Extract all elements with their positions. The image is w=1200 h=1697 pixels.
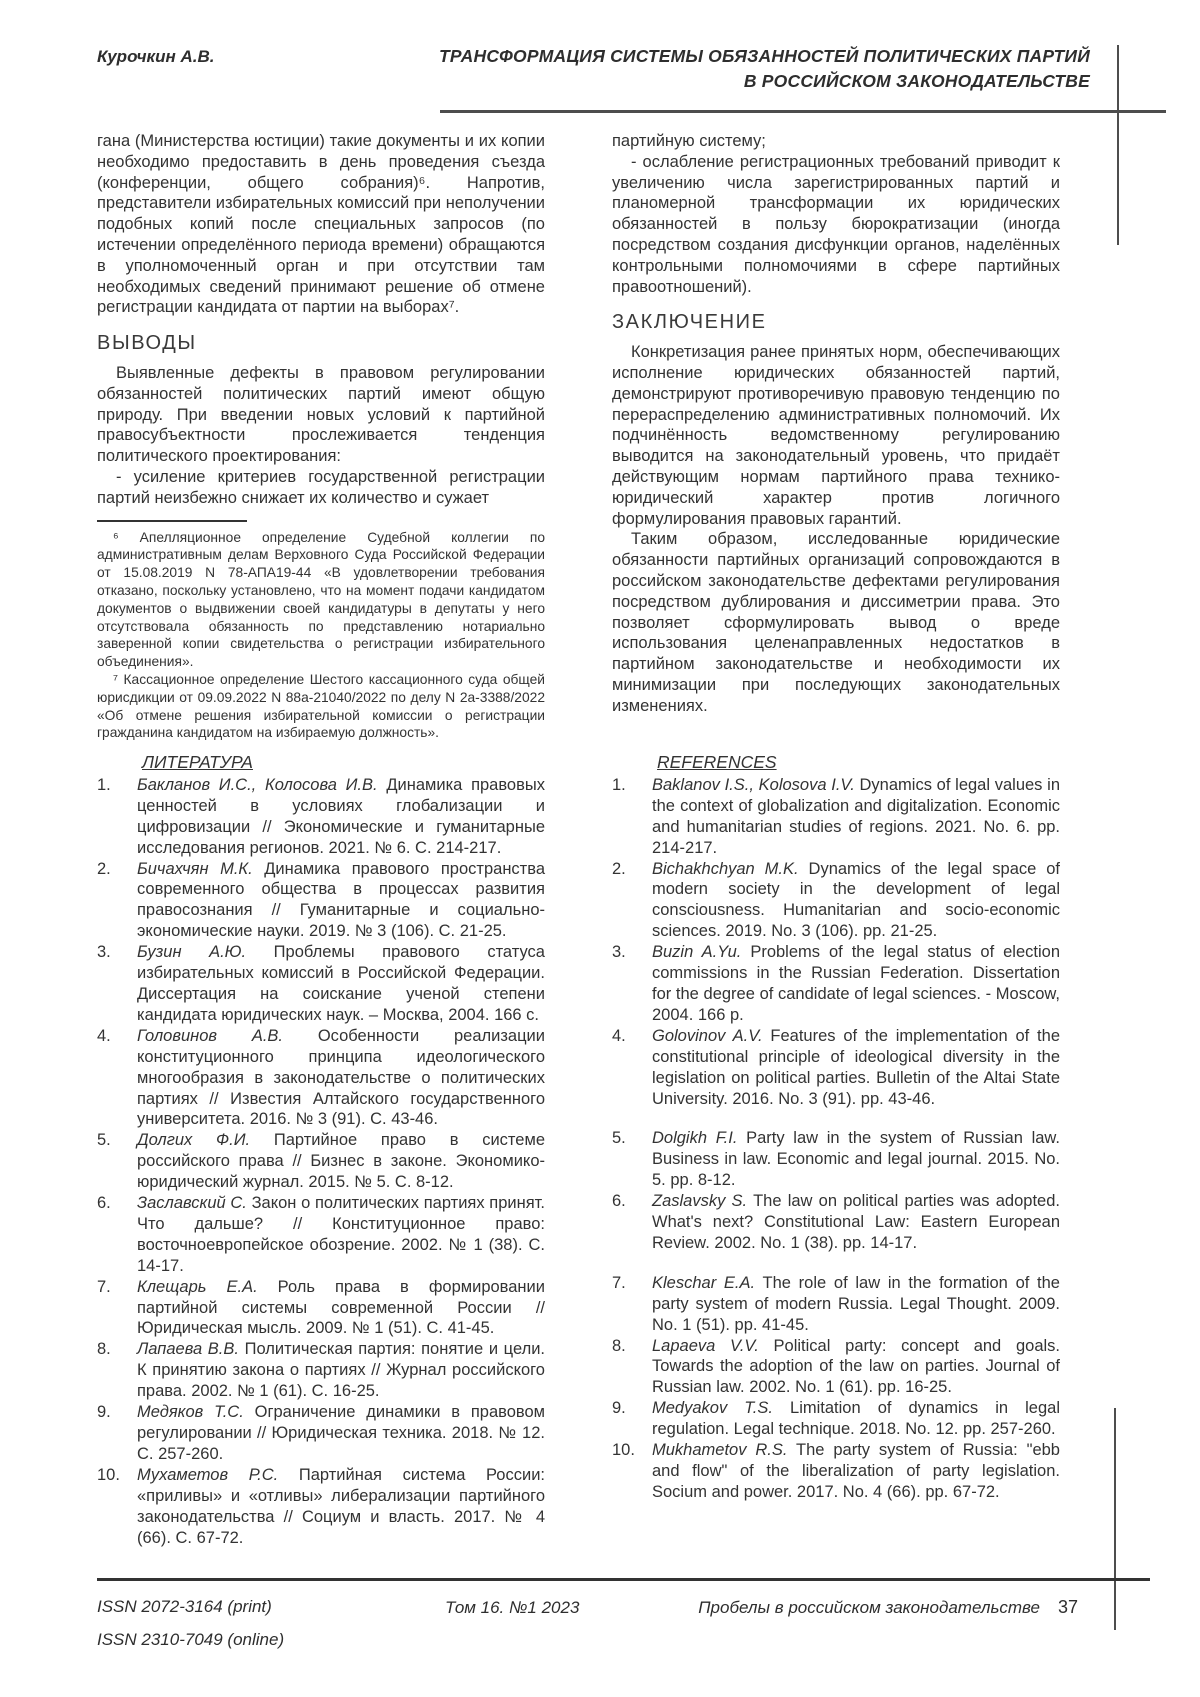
bibliography-item: 8. Lapaeva V.V. Political party: concept and goals. Towards the adoption of the law on parties. Journal of Russian law. 2002. No. 1 (61). pp. 16-25. — [612, 1336, 1060, 1397]
conclusion-paragraph-1: Конкретизация ранее принятых норм, обеспечивающих исполнение юридических обязанностей партий, демонстрируют противоречивую правовую тенденцию по перераспределению административных полномочий. Их подчинённость ведомственному регулированию выводится на законодательный уровень, что придаёт действующим нормам партийного права технико-юридический характер против логичного формулирования правовых гарантий. — [612, 343, 1060, 528]
item-authors: Baklanov I.S., Kolosova I.V. — [652, 775, 855, 794]
bottom-vertical-rule — [1114, 1408, 1116, 1630]
bibliography-item: 9. Медяков Т.С. Ограничение динамики в правовом регулировании // Юридическая техника. 2018. № 12. С. 257-260. — [97, 1403, 545, 1463]
item-number: 5. — [612, 1129, 626, 1148]
item-authors: Клещарь Е.А. — [137, 1277, 258, 1296]
item-number: 2. — [97, 859, 111, 878]
header-rule — [440, 110, 1166, 113]
literature-section — [97, 752, 545, 1548]
item-number: 7. — [97, 1277, 111, 1296]
bibliography-item: 5. Долгих Ф.И. Партийное право в системе российского права // Бизнес в законе. Экономико-юридический журнал. 2015. № 5. С. 8-12. — [97, 1131, 545, 1192]
item-authors: Bichakhchyan M.K. — [652, 859, 799, 878]
conclusion-paragraph-2: Таким образом, исследованные юридические обязанности партийных организаций сопровождаются в российском законодательстве дефектами регулирования посредством дублирования и диссиметрии права. Это позволяет сформулировать вывод о вреде использования целенаправленных недостатков в партийном законодательстве и необходимости их минимизации при последующих законодательных изменениях. — [612, 530, 1060, 715]
bibliography-item: 10. Mukhametov R.S. The party system of Russia: "ebb and flow" of the liberalization of party legislation. Socium and power. 2017. No. 4 (66). pp. 67-72. — [612, 1441, 1060, 1501]
bibliography-item: 1. Бакланов И.С., Колосова И.В. Динамика правовых ценностей в условиях глобализации и цифровизации // Экономические и гуманитарные исследования регионов. 2021. № 6. С. 214-217. — [97, 775, 545, 857]
item-number: 1. — [612, 775, 626, 794]
item-number: 8. — [97, 1340, 111, 1359]
footer-rule — [97, 1578, 1150, 1581]
conclusion-heading: ЗАКЛЮЧЕНИЕ — [612, 311, 767, 334]
top-vertical-rule — [1117, 45, 1119, 245]
volume-issue: Том 16. №1 2023 — [445, 1598, 580, 1617]
right-column — [612, 131, 1060, 717]
conclusions-bullet: - усиление критериев государственной регистрации партий неизбежно снижает их количество и сужает — [97, 467, 545, 507]
issn-online: ISSN 2310-7049 (online) — [97, 1630, 285, 1649]
continuation-paragraph: партийную систему; — [612, 132, 766, 150]
bibliography-item: 8. Лапаева В.В. Политическая партия: понятие и цели. К принятию закона о партиях // Журнал российского права. 2002. № 1 (61). С. 16-25. — [97, 1340, 546, 1401]
bibliography-item: 4. Golovinov A.V. Features of the implementation of the constitutional principle of ideological diversity in the legislation on political parties. Bulletin of the Altai State University. 2016. No. 3 (91). pp. 43-46. — [612, 1026, 1060, 1108]
article-title-line-1: ТРАНСФОРМАЦИЯ СИСТЕМЫ ОБЯЗАННОСТЕЙ ПОЛИТИЧЕСКИХ ПАРТИЙ — [438, 46, 1090, 66]
item-number: 6. — [612, 1192, 626, 1211]
bibliography-item: 5. Dolgikh F.I. Party law in the system of Russian law. Business in law. Economic and legal journal. 2015. No. 5. pp. 8-12. — [612, 1129, 1060, 1190]
bibliography-item: 6. Заславский С. Закон о политических партиях принят. Что дальше? // Конституционное право: восточноевропейское обозрение. 2002. № 1 (38). С. 14-17. — [97, 1194, 545, 1275]
item-number: 3. — [612, 943, 626, 962]
page-number: 37 — [1058, 1597, 1079, 1617]
item-authors: Мухаметов Р.С. — [137, 1465, 279, 1484]
item-authors: Медяков Т.С. — [137, 1403, 244, 1422]
bibliography-item: 4. Головинов А.В. Особенности реализации конституционного принципа идеологического многообразия в законодательстве о политических партиях // Известия Алтайского государственного университета. 2016. № 3 (91). С. 43-46. — [97, 1026, 545, 1129]
bibliography-item: 7. Kleschar E.A. The role of law in the formation of the party system of modern Russia. Legal Thought. 2009. No. 1 (51). pp. 41-45. — [612, 1273, 1060, 1334]
item-number: 9. — [612, 1399, 626, 1418]
footnote-6: ⁶ Апелляционное определение Судебной коллегии по административным делам Верховного Суда Российской Федерации от 15.08.2019 N 78-АПА19-44 «В удовлетворении требования отказано, поскольку установлено, что на момент подачи кандидатом документов о выдвижении своей кандидатуры в депутаты у него отсутствовала обязанность по представлению нотариально заверенной копии свидетельства о регистрации избирательного объединения». — [97, 529, 545, 670]
item-number: 10. — [612, 1441, 635, 1460]
article-title — [330, 44, 1090, 93]
item-authors: Kleschar E.A. — [652, 1273, 756, 1292]
item-number: 7. — [612, 1273, 626, 1292]
item-number: 10. — [97, 1465, 120, 1484]
item-number: 5. — [97, 1131, 111, 1150]
references-heading: REFERENCES — [657, 752, 777, 772]
item-authors: Mukhametov R.S. — [652, 1441, 788, 1460]
item-authors: Долгих Ф.И. — [137, 1131, 251, 1150]
bibliography-item: 1. Baklanov I.S., Kolosova I.V. Dynamics of legal values in the context of globalization and digitalization. Economic and humanitarian studies of regions. 2021. No. 6. pp. 214-217. — [612, 775, 1060, 857]
item-number: 2. — [612, 859, 626, 878]
item-authors: Бузин А.Ю. — [137, 943, 247, 962]
item-authors: Dolgikh F.I. — [652, 1129, 738, 1148]
item-number: 4. — [612, 1026, 626, 1045]
item-authors: Lapaeva V.V. — [652, 1336, 759, 1355]
bibliography-item: 6. Zaslavsky S. The law on political parties was adopted. What's next? Constitutional Law: Eastern European Review. 2002. No. 1 (38). pp. 14-17. — [612, 1192, 1060, 1252]
bibliography-item: 3. Бузин А.Ю. Проблемы правового статуса избирательных комиссий в Российской Федерации. Диссертация на соискание ученой степени кандидата юридических наук. – Москва, 2004. 166 с. — [97, 943, 545, 1024]
item-authors: Лапаева В.В. — [137, 1340, 239, 1359]
weakening-bullet: - ослабление регистрационных требований приводит к увеличению числа зарегистрированных партий и планомерной трансформации их юридических обязанностей в пользу бюрократизации (иногда посредством создания дисфункции органов, наделённых контрольными полномочиями в сфере партийных правоотношений). — [612, 152, 1060, 296]
item-authors: Бичахчян М.К. — [137, 859, 253, 878]
intro-paragraph: гана (Министерства юстиции) такие документы и их копии необходимо предоставить в день проведения съезда (конференции, общего собрания)⁶. Напротив, представители избирательных комиссий при неполучении подобных копий после специальных запросов (по истечении определённого периода времени) обращаются в уполномоченный орган и при отсутствии там необходимых сведений принимают решение об отмене регистрации кандидата от партии на выборах⁷. — [97, 132, 545, 317]
bibliography-item: 3. Buzin A.Yu. Problems of the legal status of election commissions in the Russian Federation. Dissertation for the degree of candidate of legal sciences. - Moscow, 2004. 166 p. — [612, 943, 1060, 1024]
item-number: 8. — [612, 1336, 626, 1355]
footnote-separator — [97, 520, 247, 522]
item-authors: Головинов А.В. — [137, 1026, 284, 1045]
author-name: Курочкин А.В. — [97, 47, 215, 66]
journal-title: Пробелы в российском законодательстве — [698, 1598, 1040, 1617]
issn-print: ISSN 2072-3164 (print) — [97, 1597, 272, 1616]
bibliography-item: 7. Клещарь Е.А. Роль права в формировании партийной системы современной России // Юридическая мысль. 2009. № 1 (51). С. 41-45. — [97, 1277, 545, 1338]
item-authors: Buzin A.Yu. — [652, 943, 742, 962]
literature-heading: ЛИТЕРАТУРА — [142, 752, 253, 772]
item-authors: Medyakov T.S. — [652, 1399, 773, 1418]
item-number: 9. — [97, 1403, 111, 1422]
item-authors: Golovinov A.V. — [652, 1026, 763, 1045]
item-authors: Бакланов И.С., Колосова И.В. — [137, 775, 378, 794]
article-title-line-2: В РОССИЙСКОМ ЗАКОНОДАТЕЛЬСТВЕ — [743, 70, 1090, 91]
conclusions-paragraph: Выявленные дефекты в правовом регулировании обязанностей политических партий имеют общую природу. При введении новых условий к партийной правосубъектности прослеживается тенденция политического проектирования: — [97, 363, 545, 466]
references-section — [612, 752, 1060, 1503]
item-number: 6. — [97, 1194, 111, 1213]
references-list — [612, 775, 1060, 1503]
bibliography-item: 2. Bichakhchyan M.K. Dynamics of the legal space of modern society in the development of legal consciousness. Humanitarian and socio-economic sciences. 2019. No. 3 (106). pp. 21-25. — [612, 859, 1060, 941]
bibliography-item: 2. Бичахчян М.К. Динамика правового пространства современного общества в процессах развития правосознания // Гуманитарные и социально-экономические науки. 2019. № 3 (106). С. 21-25. — [97, 859, 545, 941]
left-column — [97, 131, 545, 742]
item-number: 4. — [97, 1026, 111, 1045]
literature-list — [97, 775, 545, 1549]
footnote-7: ⁷ Кассационное определение Шестого кассационного суда общей юрисдикции от 09.09.2022 N 88а-21040/2022 по делу N 2а-3388/2022 «Об отмене решения избирательной комиссии о регистрации гражданина кандидатом на избираемую должность». — [97, 671, 545, 741]
item-number: 1. — [97, 775, 111, 794]
item-number: 3. — [97, 943, 111, 962]
footnotes-block — [97, 529, 545, 743]
bibliography-item: 9. Medyakov T.S. Limitation of dynamics in legal regulation. Legal technique. 2018. No. 12. pp. 257-260. — [612, 1399, 1060, 1439]
item-authors: Zaslavsky S. — [652, 1192, 748, 1211]
item-authors: Заславский С. — [137, 1194, 247, 1213]
conclusions-heading: ВЫВОДЫ — [97, 332, 197, 355]
bibliography-item: 10. Мухаметов Р.С. Партийная система России: «приливы» и «отливы» либерализации партийного законодательства // Социум и власть. 2017. № 4 (66). С. 67-72. — [97, 1465, 546, 1547]
